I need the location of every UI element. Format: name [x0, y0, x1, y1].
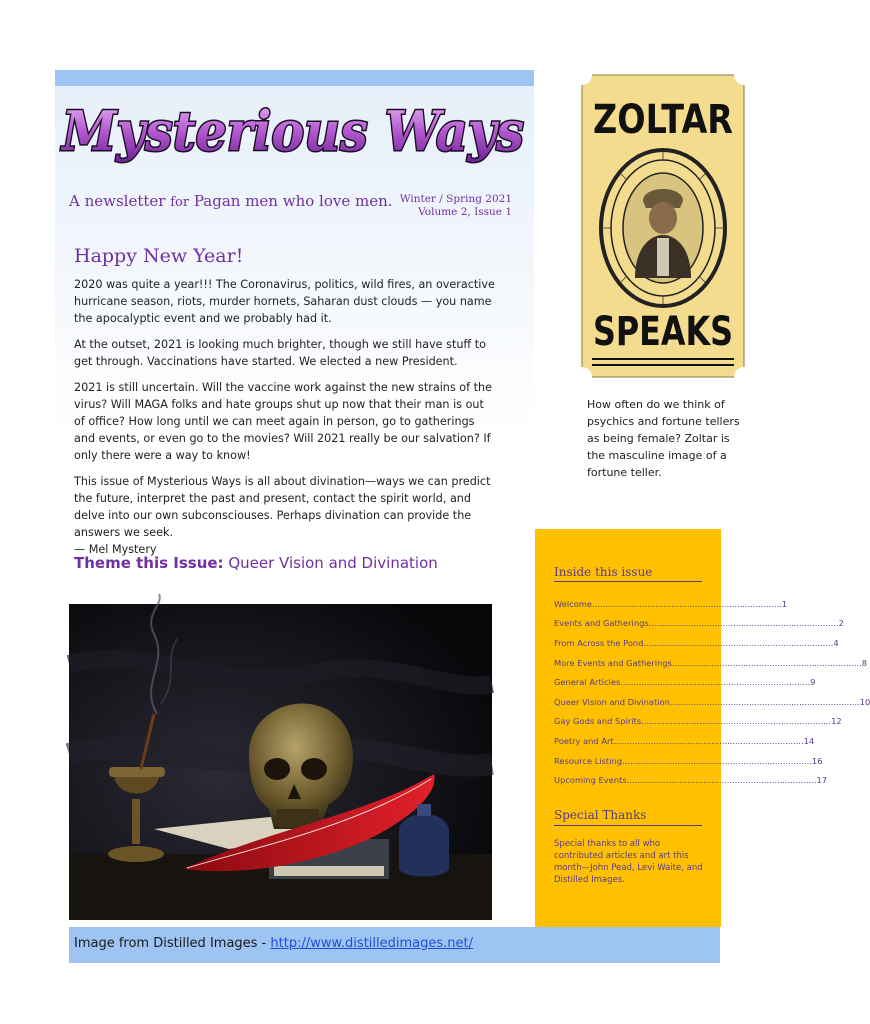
thanks-heading: Special Thanks — [554, 808, 647, 822]
toc-item[interactable]: Queer Vision and Divination ..... 10 — [554, 692, 694, 712]
article-headline: Happy New Year! — [74, 245, 244, 267]
toc-item[interactable]: Upcoming Events ..... 17 — [554, 770, 694, 790]
toc-item[interactable]: From Across the Pond ..... 4 — [554, 633, 694, 653]
toc-item[interactable]: More Events and Gatherings ..... 8 — [554, 653, 694, 673]
masthead-title: Mysterious Ways — [60, 99, 524, 163]
masthead-logo — [58, 98, 528, 170]
distilled-images-link[interactable]: http://www.distilledimages.net/ — [270, 936, 473, 951]
article-paragraph: This issue of Mysterious Ways is all about divination—ways we can predict the future, interpret the past and present, contact the spirit world, and delve into our own subconsciouses. Perhaps divination can provide the answers we seek. — Mel Mystery — [74, 475, 491, 556]
theme-value: Queer Vision and Divination — [228, 554, 438, 572]
article-paragraph: 2021 is still uncertain. Will the vaccine work against the new strains of the virus? Will MAGA folks and hate groups shut up now that their man is out of office? How long until we can meet again in person, go to gatherings and events, or even go to the movies? Will 2021 really be our salvation? If only there were a way to know! — [74, 381, 492, 462]
article-paragraph: 2020 was quite a year!!! The Coronavirus, politics, wild fires, an overactive hurricane season, riots, murder hornets, Saharan dust clouds — you name the apocalyptic event and we probably had it. — [74, 278, 495, 325]
skull-photo — [69, 604, 492, 920]
toc-item[interactable]: Poetry and Art ..... 14 — [554, 731, 694, 751]
theme-line — [74, 554, 438, 572]
article-body — [74, 276, 496, 558]
toc-item[interactable]: Gay Gods and Spirits ..... 12 — [554, 712, 694, 732]
photo-caption: Image from Distilled Images - http://www.distilledimages.net/ — [74, 936, 473, 951]
toc-heading-rule — [554, 581, 702, 582]
article-signature: — Mel Mystery — [74, 543, 157, 556]
thanks-heading-rule — [554, 825, 702, 826]
theme-label: Theme this Issue: — [74, 554, 224, 572]
table-of-contents — [554, 594, 870, 790]
zoltar-bottom-text: SPEAKS — [593, 309, 733, 355]
toc-item[interactable]: Events and Gatherings ..... 2 — [554, 614, 694, 634]
zoltar-card — [580, 73, 746, 379]
toc-item[interactable]: Welcome ..... 1 — [554, 594, 694, 614]
toc-heading: Inside this issue — [554, 565, 653, 579]
issue-date: Winter / Spring 2021 — [399, 193, 512, 205]
thanks-text: Special thanks to all who contributed articles and art this month—John Pead, Levi Waite, and Distilled Images. — [554, 839, 703, 885]
toc-item[interactable]: General Articles ..... 9 — [554, 672, 694, 692]
issue-info — [380, 193, 512, 219]
tagline: A newsletter for Pagan men who love men. — [69, 192, 393, 210]
article-paragraph: At the outset, 2021 is looking much brighter, though we still have stuff to get through. Vaccinations have started. We elected a new President. — [74, 338, 486, 368]
zoltar-top-text: ZOLTAR — [593, 97, 733, 143]
top-color-bar — [55, 70, 534, 86]
zoltar-caption: How often do we think of psychics and fortune tellers as being female? Zoltar is the masculine image of a fortune teller. — [587, 398, 740, 479]
issue-volume: Volume 2, Issue 1 — [418, 206, 512, 218]
toc-item[interactable]: Resource Listing ..... 16 — [554, 751, 694, 771]
